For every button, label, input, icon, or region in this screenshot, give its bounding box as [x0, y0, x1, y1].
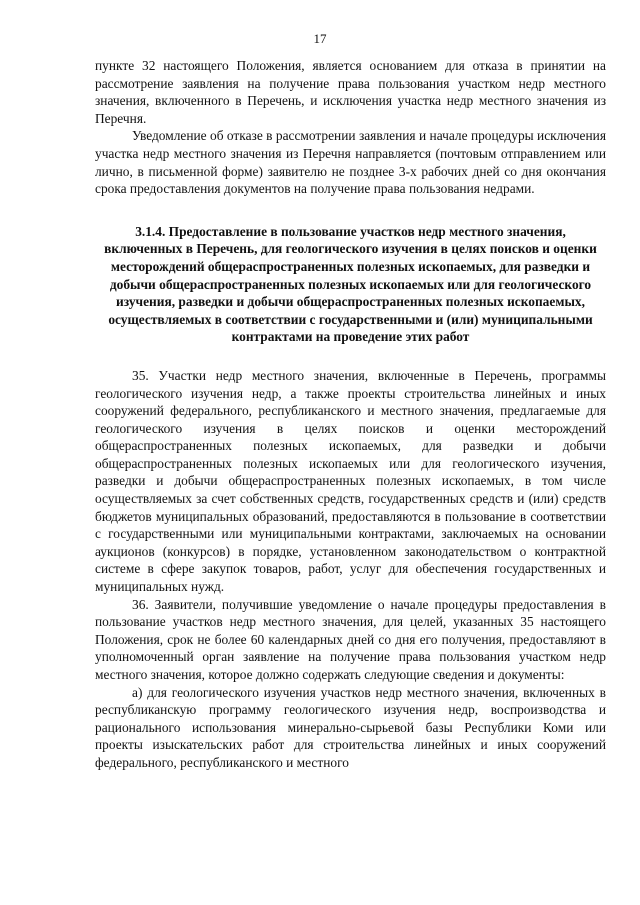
page-number: 17 — [313, 31, 327, 46]
document-body — [95, 57, 606, 772]
paragraph-subclause-a: а) для геологического изучения участков недр местного значения, включенных в республиканскую программу геологического изучения недр, воспроизводства и рационального использования минерально-сырьевой базы Республики Коми или проекты изыскательских работ для строительства линейных и иных сооружений федерального, республиканского и местного — [95, 684, 606, 770]
paragraph-clause-36: 36. Заявители, получившие уведомление о начале процедуры предоставления в пользование участков недр местного значения, для целей, указанных 35 настоящего Положения, срок не более 60 календарных дней со дня его получения, предоставляют в уполномоченный орган заявление на получение права пользования участком недр местного значения, которое должно содержать следующие сведения и документы: — [95, 596, 606, 682]
section-heading: 3.1.4. Предоставление в пользование участков недр местного значения, включенных в Перечень, для геологического изучения в целях поисков и оценки месторождений общераспространенных полезных ископаемых, для разведки и добычи общераспространенных полезных ископаемых или для геологического изучения, разведки и добычи общераспространенных полезных ископаемых, осуществляемых в соответствии с государственными и (или) муниципальными контрактами на проведение этих работ — [104, 223, 597, 345]
paragraph-continuation: пункте 32 настоящего Положения, является основанием для отказа в принятии на рассмотрение заявления на получение права пользования участком недр местного значения, включенного в Перечень, и исключения участка недр местного значения из Перечня. — [95, 58, 606, 126]
paragraph-clause-35: 35. Участки недр местного значения, включенные в Перечень, программы геологического изучения недр, а также проекты строительства линейных и иных сооружений федерального, республиканского и местного значения, предлагаемые для геологического изучения в целях поисков и оценки месторождений общераспространенных полезных ископаемых, для разведки и добычи общераспространенных полезных ископаемых или для геологического изучения, разведки и добычи общераспространенных полезных ископаемых, в том числе осуществляемых за счет собственных средств, государственных средств и (или) средств бюджетов муниципальных образований, предоставляются в пользование в соответствии с государственными или муниципальными контрактами, заключаемых на основании аукционов (конкурсов) в порядке, установленном законодательством о контрактной системе в сфере закупок товаров, работ, услуг для обеспечения государственных и муниципальных нужд. — [95, 367, 606, 595]
paragraph-refusal-notice: Уведомление об отказе в рассмотрении заявления и начале процедуры исключения участка недр местного значения из Перечня направляется (почтовым отправлением или лично, в письменной форме) заявителю не позднее 3-х рабочих дней со дня окончания срока предоставления документов на получение права пользования недрами. — [95, 128, 606, 197]
